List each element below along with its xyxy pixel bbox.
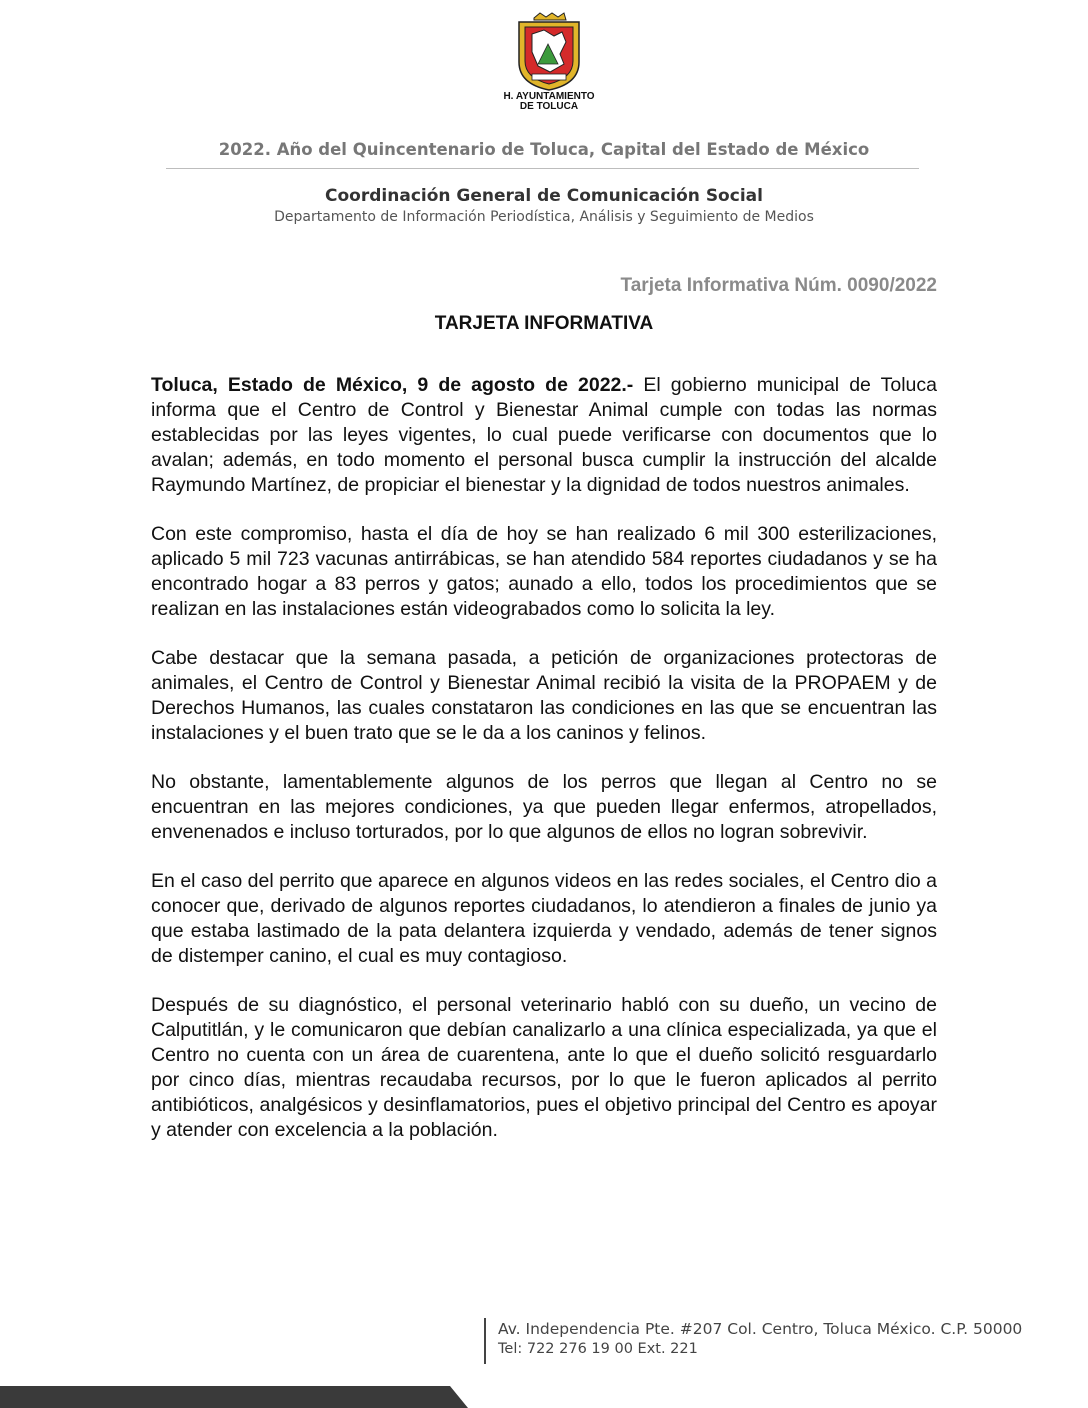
paragraph-4: No obstante, lamentablemente algunos de los perros que llegan al Centro no se encuentran en las mejores condiciones, ya que pueden llegar enfermos, atropellados, envenenados e incluso torturados, por lo que algunos de ellos no logran sobrevivir.: [151, 771, 937, 843]
coordination-heading: Coordinación General de Comunicación Social: [325, 186, 763, 206]
footer-address: Av. Independencia Pte. #207 Col. Centro, Toluca México. C.P. 50000: [498, 1320, 1023, 1338]
shield-icon: [514, 12, 584, 92]
dateline: Toluca, Estado de México, 9 de agosto de 2022.-: [151, 374, 634, 396]
paragraph-3: Cabe destacar que la semana pasada, a petición de organizaciones protectoras de animales, el Centro de Control y Bienestar Animal recibió la visita de la PROPAEM y de Derechos Humanos, las cuales constataron las condiciones en las que se encuentran las instalaciones y el buen trato que se le da a los caninos y felinos.: [151, 647, 937, 744]
document-body: [151, 373, 937, 1167]
document-number: Tarjeta Informativa Núm. 0090/2022: [620, 275, 937, 296]
paragraph-6: Después de su diagnóstico, el personal veterinario habló con su dueño, un vecino de Calputitlán, y le comunicaron que debían canalizarlo a una clínica especializada, ya que el Centro no cuenta con un área de cuarentena, ante lo que el dueño solicitó resguardarlo por cinco días, mientras recaudaba recursos, por lo que le fueron aplicados al perrito antibióticos, analgésicos y desinflamatorios, pues el objetivo principal del Centro es apoyar y atender con excelencia a la población.: [151, 994, 937, 1141]
paragraph-1: [151, 373, 937, 498]
document-title: TARJETA INFORMATIVA: [434, 313, 654, 334]
logo-caption-line1: H. AYUNTAMIENTO: [503, 91, 595, 102]
paragraph-2: Con este compromiso, hasta el día de hoy se han realizado 6 mil 300 esterilizaciones, aplicado 5 mil 723 vacunas antirrábicas, se han atendido 584 reportes ciudadanos y se ha encontrado hogar a 83 perros y gatos; aunado a ello, todos los procedimientos que se realizan en las instalaciones están videograbados como lo solicita la ley.: [151, 523, 937, 620]
toluca-coat-of-arms-logo: [494, 12, 604, 122]
paragraph-5: En el caso del perrito que aparece en algunos videos en las redes sociales, el Centro dio a conocer que, derivado de algunos reportes ciudadanos, lo atendieron a finales de junio ya que estaba lastimado de la pata delantera izquierda y vendado, además de tener signos de distemper canino, el cual es muy contagioso.: [151, 870, 937, 967]
year-banner: 2022. Año del Quincentenario de Toluca, Capital del Estado de México: [218, 140, 870, 159]
footer-decorative-strip: [0, 1386, 1088, 1408]
footer-phone: Tel: 722 276 19 00 Ext. 221: [498, 1341, 698, 1357]
department-subheading: Departamento de Información Periodística, Análisis y Seguimiento de Medios: [274, 209, 814, 225]
paragraph-1-text: El gobierno municipal de Toluca informa que el Centro de Control y Bienestar Animal cumple con todas las normas establecidas por las leyes vigentes, lo cual puede verificarse con documentos que lo avalan; además, en todo momento el personal busca cumplir la instrucción del alcalde Raymundo Martínez, de propiciar el bienestar y la dignidad de todos nuestros animales.: [151, 374, 937, 496]
header-divider: [166, 168, 919, 169]
logo-caption-line2: DE TOLUCA: [519, 101, 579, 112]
footer-divider: [484, 1318, 486, 1364]
